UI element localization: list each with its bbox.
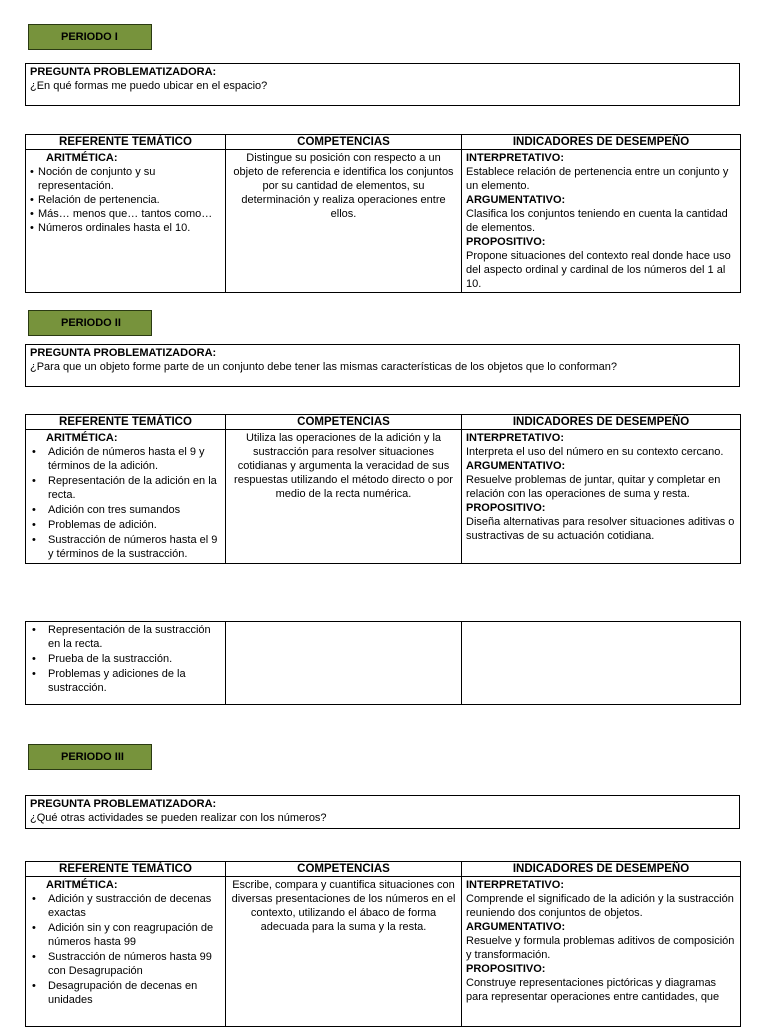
- competencias-cell: Escribe, compara y cuantifica situaciones con diversas presentaciones de los números en el contexto, utilizando el ábaco de forma adecuada para la suma y la resta.: [226, 877, 462, 1027]
- content-row: [26, 622, 741, 705]
- referente-cell: [26, 150, 226, 293]
- list-item: • Sustracción de números hasta el 9 y términos de la sustracción.: [30, 533, 221, 561]
- indicadores-cell: [462, 430, 741, 564]
- propositivo-label: PROPOSITIVO:: [466, 963, 546, 975]
- periodo-2-continuation-table: [25, 621, 741, 705]
- header-referente: REFERENTE TEMÁTICO: [26, 862, 226, 877]
- topic-list: [30, 165, 221, 235]
- pregunta-text: ¿En qué formas me puedo ubicar en el espacio?: [30, 80, 268, 92]
- subject-label: ARITMÉTICA:: [46, 879, 118, 891]
- subject-label: ARITMÉTICA:: [46, 432, 118, 444]
- interpretativo-label: INTERPRETATIVO:: [466, 879, 564, 891]
- argumentativo-label: ARGUMENTATIVO:: [466, 460, 566, 472]
- header-indicadores: INDICADORES DE DESEMPEÑO: [462, 862, 741, 877]
- periodo-1-label: PERIODO I: [28, 24, 152, 50]
- list-item: • Representación de la sustracción en la recta.: [30, 623, 221, 651]
- list-item: • Números ordinales hasta el 10.: [30, 221, 221, 235]
- header-indicadores: INDICADORES DE DESEMPEÑO: [462, 135, 741, 150]
- header-competencias: COMPETENCIAS: [226, 415, 462, 430]
- list-item: • Prueba de la sustracción.: [30, 652, 221, 666]
- indicadores-cell: [462, 877, 741, 1027]
- pregunta-title: PREGUNTA PROBLEMATIZADORA:: [30, 347, 217, 359]
- competencias-cell: [226, 622, 462, 705]
- competencias-cell: Utiliza las operaciones de la adición y la sustracción para resolver situaciones cotidianas y argumenta la veracidad de sus respuestas utilizando el método directo o por medio de la recta numérica.: [226, 430, 462, 564]
- header-row: [26, 415, 741, 430]
- list-item: • Adición con tres sumandos: [30, 503, 221, 517]
- periodo-2-table: [25, 414, 741, 564]
- pregunta-problematizadora-3: [25, 795, 740, 829]
- list-item: • Problemas de adición.: [30, 518, 221, 532]
- list-item: • Problemas y adiciones de la sustracción.: [30, 667, 221, 695]
- content-row: [26, 877, 741, 1027]
- interpretativo-text: Comprende el significado de la adición y la sustracción reuniendo dos conjuntos de objetos.: [466, 893, 734, 919]
- list-item: • Sustracción de números hasta 99 con Desagrupación: [30, 950, 221, 978]
- indicadores-cell: [462, 150, 741, 293]
- header-row: [26, 135, 741, 150]
- list-item: • Noción de conjunto y su representación.: [30, 165, 221, 193]
- argumentativo-text: Resuelve problemas de juntar, quitar y completar en relación con las operaciones de suma y resta.: [466, 474, 721, 500]
- argumentativo-label: ARGUMENTATIVO:: [466, 921, 566, 933]
- periodo-3-label: PERIODO III: [28, 744, 152, 770]
- interpretativo-text: Establece relación de pertenencia entre un conjunto y un elemento.: [466, 166, 729, 192]
- list-item: • Representación de la adición en la recta.: [30, 474, 221, 502]
- list-item: • Desagrupación de decenas en unidades: [30, 979, 221, 1007]
- topic-list: [30, 445, 221, 561]
- list-item: • Adición sin y con reagrupación de números hasta 99: [30, 921, 221, 949]
- content-row: [26, 150, 741, 293]
- competencias-cell: Distingue su posición con respecto a un objeto de referencia e identifica los conjuntos por su cantidad de elementos, su determinación y realiza operaciones entre ellos.: [226, 150, 462, 293]
- header-referente: REFERENTE TEMÁTICO: [26, 415, 226, 430]
- periodo-3-table: [25, 861, 741, 1027]
- interpretativo-text: Interpreta el uso del número en su contexto cercano.: [466, 446, 724, 458]
- topic-list: [30, 892, 221, 1007]
- list-item: • Relación de pertenencia.: [30, 193, 221, 207]
- subject-label: ARITMÉTICA:: [46, 152, 118, 164]
- header-row: [26, 862, 741, 877]
- propositivo-text: Diseña alternativas para resolver situaciones aditivas o sustractivas de su actuación cotidiana.: [466, 516, 735, 542]
- referente-cell: [26, 430, 226, 564]
- referente-cell: [26, 622, 226, 705]
- list-item: • Adición y sustracción de decenas exactas: [30, 892, 221, 920]
- periodo-1-table: [25, 134, 741, 293]
- header-competencias: COMPETENCIAS: [226, 135, 462, 150]
- interpretativo-label: INTERPRETATIVO:: [466, 152, 564, 164]
- content-row: [26, 430, 741, 564]
- argumentativo-text: Resuelve y formula problemas aditivos de composición y transformación.: [466, 935, 735, 961]
- propositivo-label: PROPOSITIVO:: [466, 502, 546, 514]
- pregunta-text: ¿Para que un objeto forme parte de un conjunto debe tener las mismas características de los objetos que lo conforman?: [30, 361, 618, 373]
- pregunta-problematizadora-2: [25, 344, 740, 387]
- pregunta-text: ¿Qué otras actividades se pueden realizar con los números?: [30, 812, 327, 824]
- indicadores-cell: [462, 622, 741, 705]
- header-indicadores: INDICADORES DE DESEMPEÑO: [462, 415, 741, 430]
- list-item: • Adición de números hasta el 9 y términos de la adición.: [30, 445, 221, 473]
- pregunta-title: PREGUNTA PROBLEMATIZADORA:: [30, 798, 217, 810]
- argumentativo-label: ARGUMENTATIVO:: [466, 194, 566, 206]
- referente-cell: [26, 877, 226, 1027]
- pregunta-title: PREGUNTA PROBLEMATIZADORA:: [30, 66, 217, 78]
- header-referente: REFERENTE TEMÁTICO: [26, 135, 226, 150]
- topic-list: [30, 623, 221, 695]
- header-competencias: COMPETENCIAS: [226, 862, 462, 877]
- propositivo-text: Propone situaciones del contexto real donde hace uso del aspecto ordinal y cardinal de los números del 1 al 10.: [466, 250, 731, 290]
- pregunta-problematizadora-1: [25, 63, 740, 106]
- interpretativo-label: INTERPRETATIVO:: [466, 432, 564, 444]
- argumentativo-text: Clasifica los conjuntos teniendo en cuenta la cantidad de elementos.: [466, 208, 728, 234]
- list-item: • Más… menos que… tantos como…: [30, 207, 221, 221]
- periodo-2-label: PERIODO II: [28, 310, 152, 336]
- propositivo-label: PROPOSITIVO:: [466, 236, 546, 248]
- propositivo-text: Construye representaciones pictóricas y diagramas para representar operaciones entre cantidades, que: [466, 977, 720, 1003]
